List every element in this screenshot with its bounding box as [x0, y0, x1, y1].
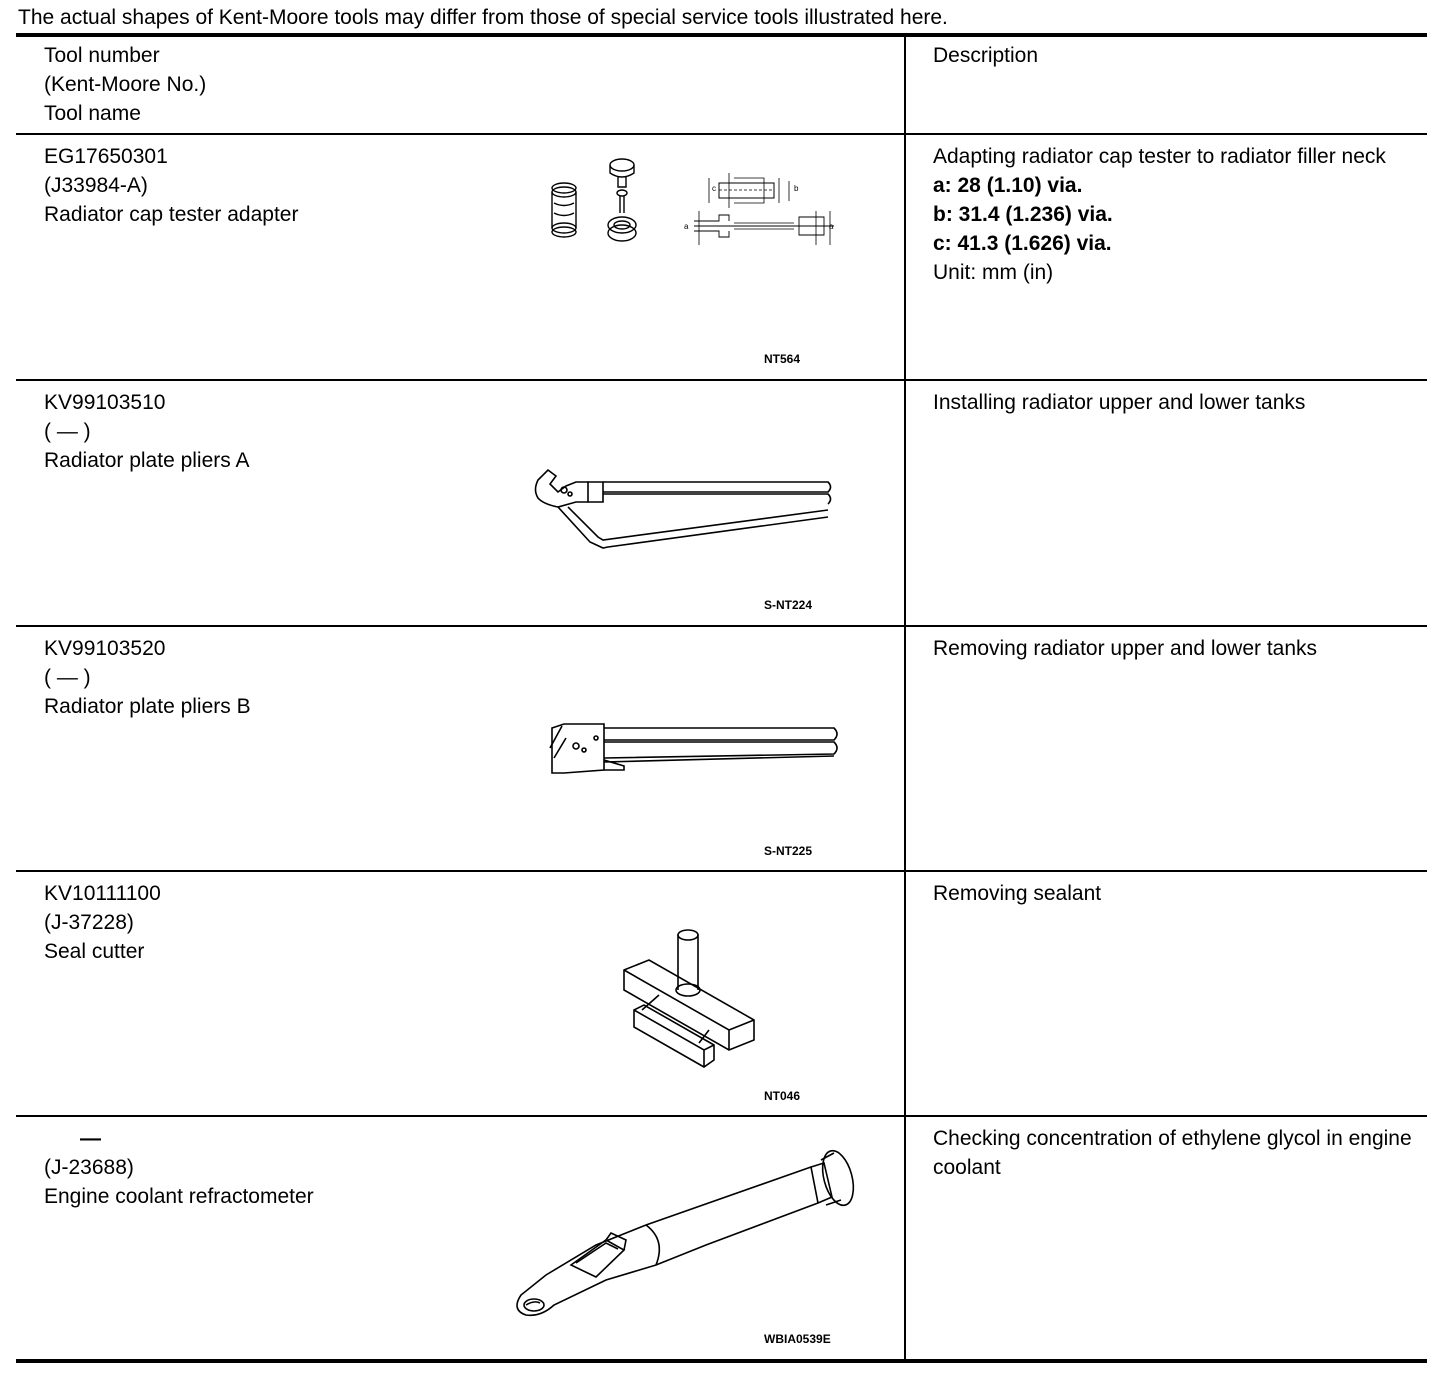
- header-kent-moore: (Kent-Moore No.): [44, 73, 207, 96]
- intro-note: The actual shapes of Kent-Moore tools may differ from those of special service tools illustrated here.: [18, 6, 948, 29]
- dim-label-a: a: [684, 222, 689, 231]
- image-code: WBIA0539E: [764, 1332, 831, 1346]
- image-code: NT564: [764, 352, 801, 366]
- row-divider: [16, 870, 1427, 872]
- unit-note: Unit: mm (in): [933, 261, 1054, 284]
- image-code: NT046: [764, 1089, 801, 1103]
- header-tool-column: [44, 41, 206, 128]
- tool-name: Radiator plate pliers B: [44, 695, 251, 718]
- tool-name: Seal cutter: [44, 940, 145, 963]
- radiator-plate-pliers-b-illustration: [544, 718, 844, 788]
- tool-number: KV10111100: [44, 882, 161, 905]
- description-text: Checking concentration of ethylene glycol in engine coolant: [933, 1127, 1412, 1179]
- tool-name: Engine coolant refractometer: [44, 1185, 314, 1208]
- tool-info: [44, 388, 249, 475]
- kent-moore-number: ( — ): [44, 420, 91, 443]
- header-divider: [16, 133, 1427, 135]
- tool-description: [933, 388, 1413, 417]
- dim-label-b: b: [794, 184, 799, 193]
- tool-number: —: [80, 1127, 101, 1150]
- kent-moore-number: ( — ): [44, 666, 91, 689]
- table-row: [16, 875, 1427, 1115]
- table-row: [16, 630, 1427, 870]
- spec-a: a: 28 (1.10) via.: [933, 174, 1083, 197]
- tool-name: Radiator cap tester adapter: [44, 203, 299, 226]
- header-tool-name: Tool name: [44, 102, 141, 125]
- refractometer-illustration: [506, 1145, 866, 1330]
- table-row: [16, 384, 1427, 624]
- tool-description: [933, 1124, 1413, 1182]
- dim-label-a: a: [829, 222, 834, 231]
- header-tool-number: Tool number: [44, 44, 160, 67]
- row-divider: [16, 625, 1427, 627]
- tool-name: Radiator plate pliers A: [44, 449, 250, 472]
- kent-moore-number: (J-23688): [44, 1156, 134, 1179]
- tool-number: KV99103520: [44, 637, 166, 660]
- seal-cutter-illustration: [604, 925, 764, 1075]
- tool-info: [44, 1124, 314, 1211]
- table-row: [16, 1120, 1427, 1358]
- row-divider: [16, 1115, 1427, 1117]
- tool-number: KV99103510: [44, 391, 166, 414]
- tool-description: [933, 634, 1413, 663]
- header-description: Description: [933, 44, 1039, 67]
- radiator-cap-tester-adapter-illustration: [544, 153, 844, 253]
- tool-description: [933, 142, 1413, 287]
- image-code: S-NT225: [764, 844, 813, 858]
- spec-c: c: 41.3 (1.626) via.: [933, 232, 1112, 255]
- tool-description: [933, 879, 1413, 908]
- description-text: Adapting radiator cap tester to radiator filler neck: [933, 145, 1386, 168]
- tool-number: EG17650301: [44, 145, 168, 168]
- description-text: Removing radiator upper and lower tanks: [933, 637, 1318, 660]
- tool-info: [44, 142, 298, 229]
- radiator-plate-pliers-a-illustration: [528, 462, 838, 557]
- table-header: [16, 37, 1427, 133]
- tool-info: [44, 634, 251, 721]
- description-text: Installing radiator upper and lower tanks: [933, 391, 1306, 414]
- tool-info: [44, 879, 161, 966]
- row-divider: [16, 379, 1427, 381]
- spec-b: b: 31.4 (1.236) via.: [933, 203, 1113, 226]
- kent-moore-number: (J33984-A): [44, 174, 148, 197]
- kent-moore-number: (J-37228): [44, 911, 134, 934]
- dim-label-c: c: [712, 184, 716, 193]
- table-row: [16, 138, 1427, 378]
- description-text: Removing sealant: [933, 882, 1102, 905]
- image-code: S-NT224: [764, 598, 813, 612]
- table-bottom-rule: [16, 1359, 1427, 1363]
